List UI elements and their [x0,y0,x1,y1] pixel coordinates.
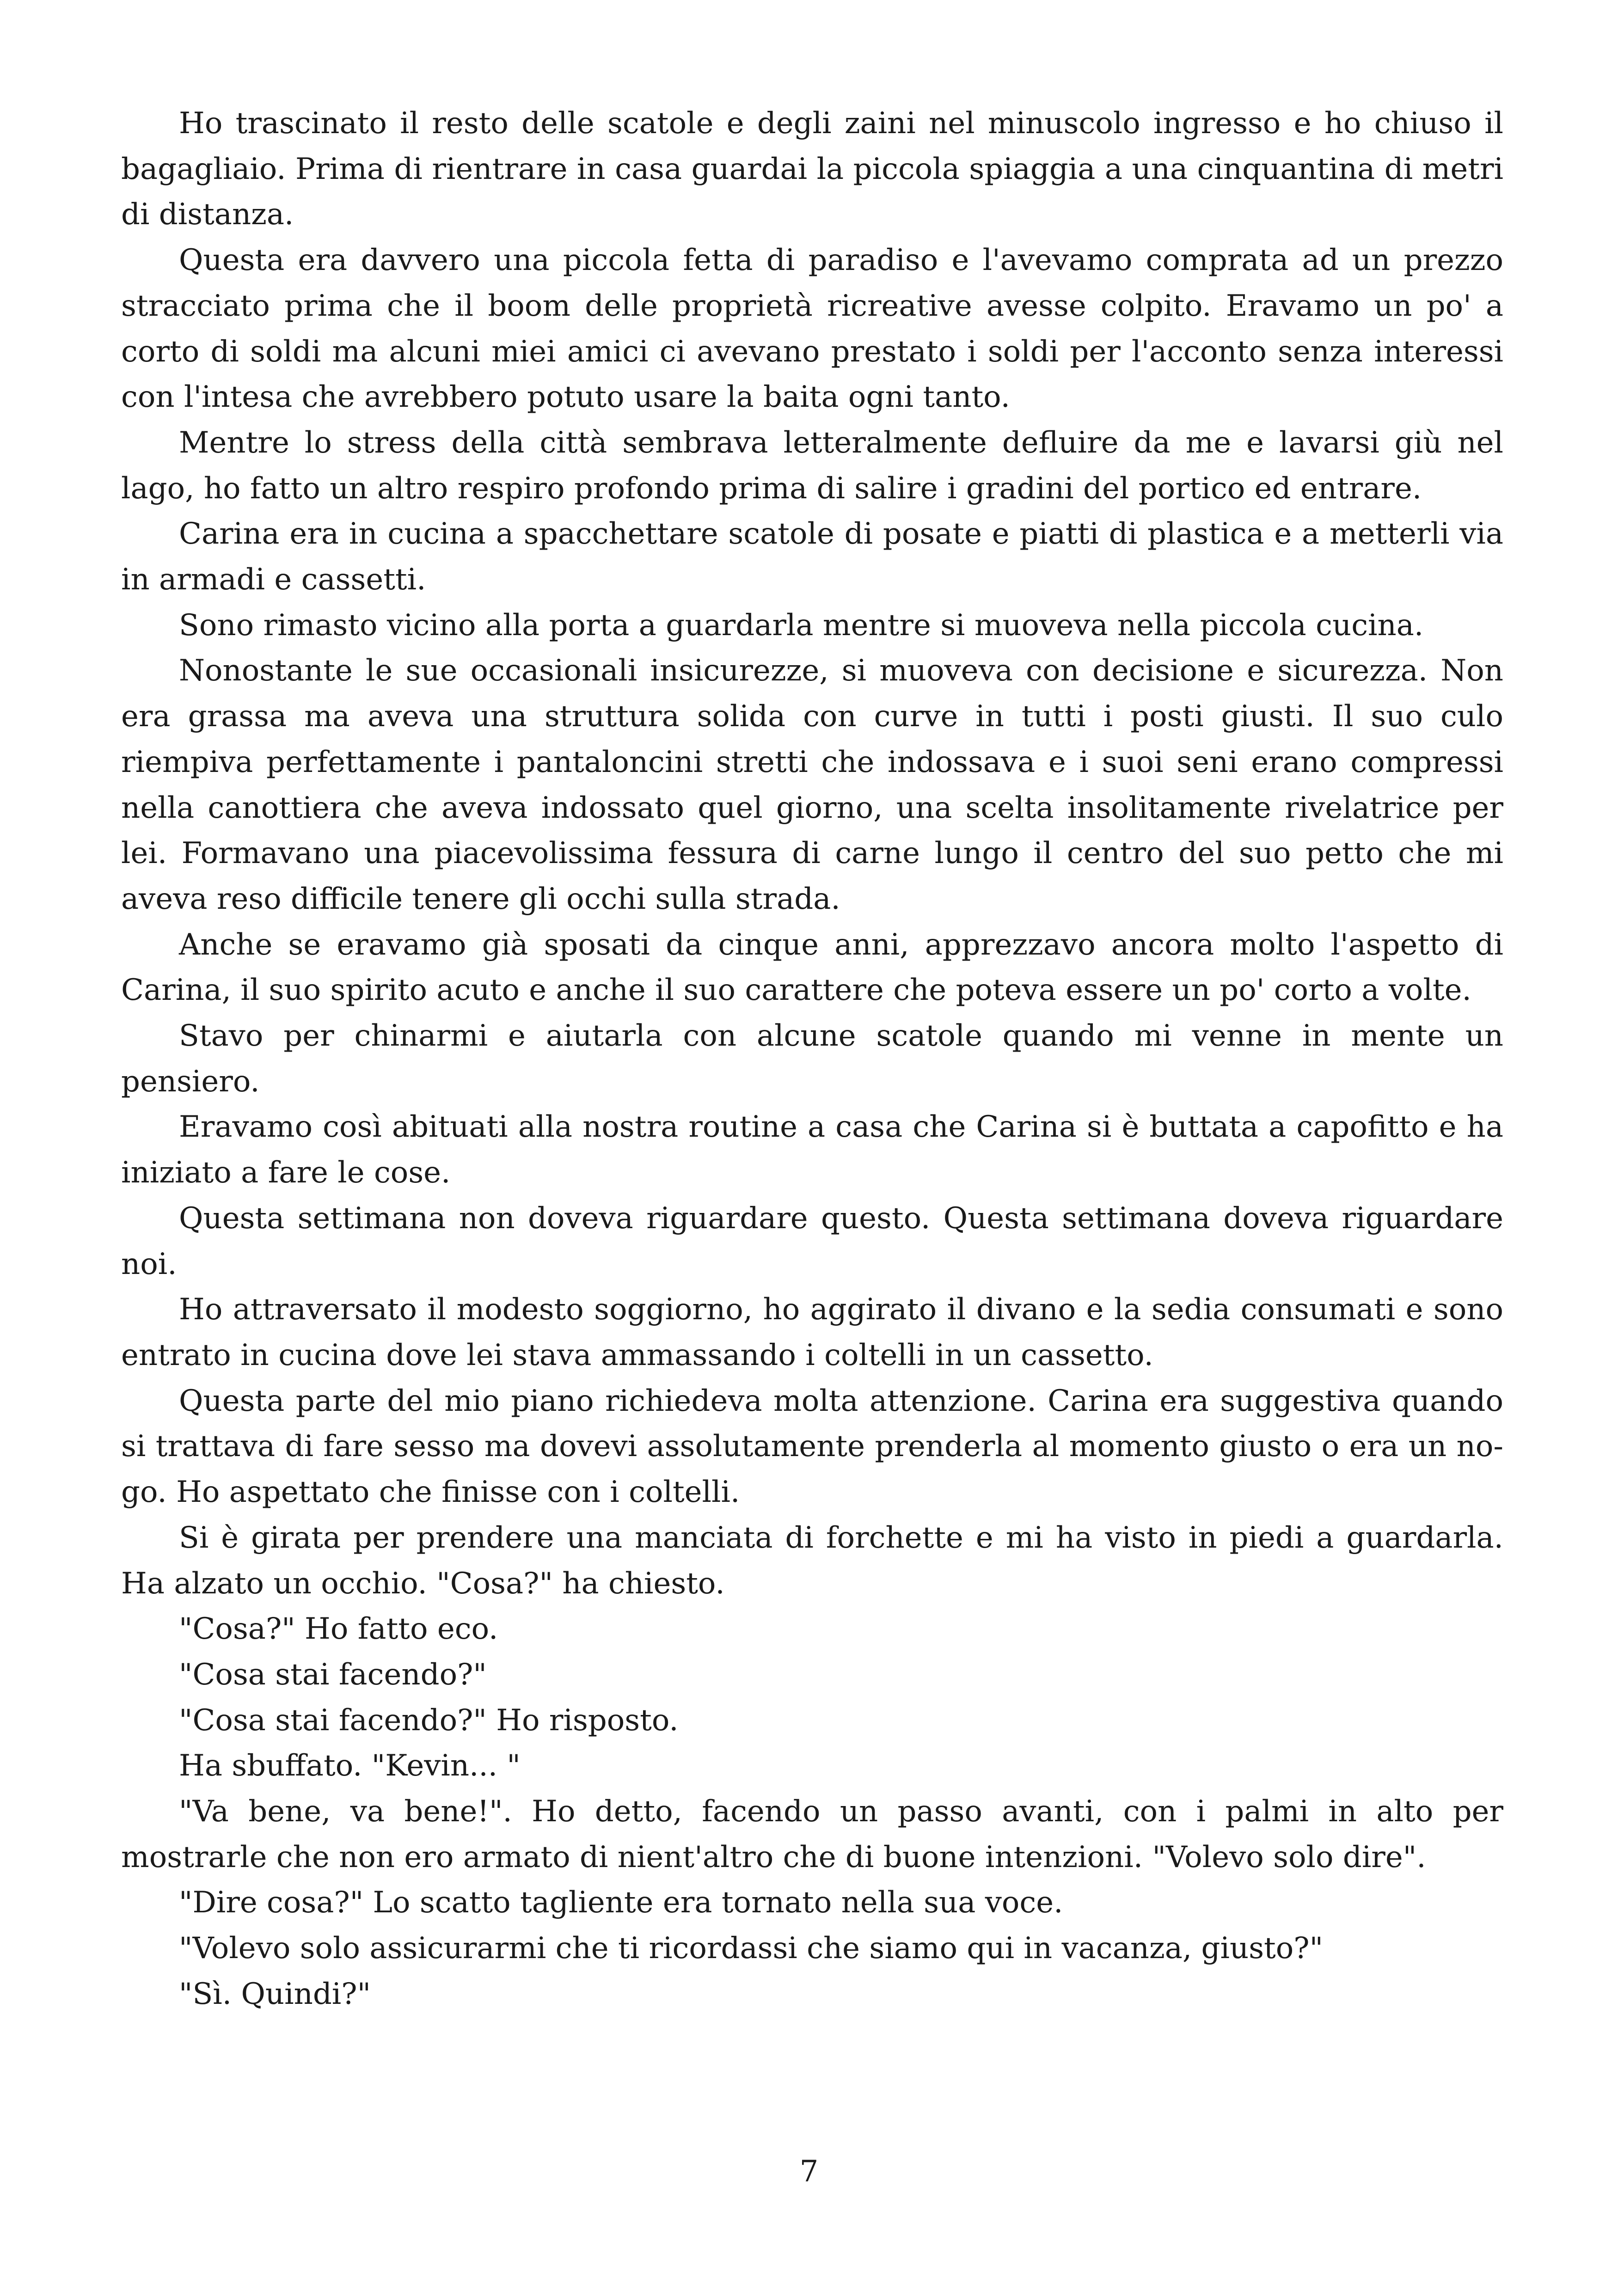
paragraph: Questa era davvero una piccola fetta di paradiso e l'avevamo comprata ad un prezzo stracciato prima che il boom delle proprietà ricreative avesse colpito. Eravamo un po' a corto di soldi ma alcuni miei amici ci avevano prestato i soldi per l'acconto senza interessi con l'intesa che avrebbero potuto usare la baita ogni tanto. [121,243,1503,415]
paragraph: "Volevo solo assicurarmi che ti ricordassi che siamo qui in vacanza, giusto?" [179,1931,1324,1966]
body-text [121,101,1503,2017]
paragraph: Anche se eravamo già sposati da cinque anni, apprezzavo ancora molto l'aspetto di Carina, il suo spirito acuto e anche il suo carattere che poteva essere un po' corto a volte. [121,927,1503,1008]
page-number: 7 [799,2155,819,2189]
paragraph: "Cosa stai facendo?" [179,1657,487,1692]
paragraph: Stavo per chinarmi e aiutarla con alcune scatole quando mi venne in mente un pensiero. [121,1019,1503,1099]
paragraph: Si è girata per prendere una manciata di forchette e mi ha visto in piedi a guardarla. Ha alzato un occhio. "Cosa?" ha chiesto. [121,1520,1503,1601]
paragraph: Carina era in cucina a spacchettare scatole di posate e piatti di plastica e a metterli via in armadi e cassetti. [121,517,1503,597]
paragraph: Ho attraversato il modesto soggiorno, ho aggirato il divano e la sedia consumati e sono entrato in cucina dove lei stava ammassando i coltelli in un cassetto. [121,1292,1503,1372]
paragraph: Ho trascinato il resto delle scatole e degli zaini nel minuscolo ingresso e ho chiuso il bagagliaio. Prima di rientrare in casa guardai la piccola spiaggia a una cinquantina di metri di distanza. [121,106,1503,232]
paragraph: Eravamo così abituati alla nostra routine a casa che Carina si è buttata a capofitto e ha iniziato a fare le cose. [121,1110,1503,1190]
paragraph: Mentre lo stress della città sembrava letteralmente defluire da me e lavarsi giù nel lago, ho fatto un altro respiro profondo prima di salire i gradini del portico ed entrare. [121,425,1503,506]
paragraph: Questa settimana non doveva riguardare questo. Questa settimana doveva riguardare noi. [121,1201,1503,1281]
paragraph: "Cosa?" Ho fatto eco. [179,1612,498,1647]
paragraph: Ha sbuffato. "Kevin... " [179,1749,521,1783]
paragraph: Questa parte del mio piano richiedeva molta attenzione. Carina era suggestiva quando si trattava di fare sesso ma dovevi assolutamente prenderla al momento giusto o era un no-go. Ho aspettato che finisse con i coltelli. [121,1384,1503,1510]
paragraph: Nonostante le sue occasionali insicurezze, si muoveva con decisione e sicurezza. Non era grassa ma aveva una struttura solida con curve in tutti i posti giusti. Il suo culo riempiva perfettamente i pantaloncini stretti che indossava e i suoi seni erano compressi nella canottiera che aveva indossato quel giorno, una scelta insolitamente rivelatrice per lei. Formavano una piacevolissima fessura di carne lungo il centro del suo petto che mi aveva reso difficile tenere gli occhi sulla strada. [121,654,1503,916]
paragraph: "Sì. Quindi?" [179,1977,371,2011]
paragraph: "Dire cosa?" Lo scatto tagliente era tornato nella sua voce. [179,1886,1063,1920]
paragraph: "Cosa stai facendo?" Ho risposto. [179,1703,679,1738]
paragraph: "Va bene, va bene!". Ho detto, facendo un passo avanti, con i palmi in alto per mostrarle che non ero armato di nient'altro che di buone intenzioni. "Volevo solo dire". [121,1794,1503,1874]
paragraph: Sono rimasto vicino alla porta a guardarla mentre si muoveva nella piccola cucina. [179,608,1424,643]
